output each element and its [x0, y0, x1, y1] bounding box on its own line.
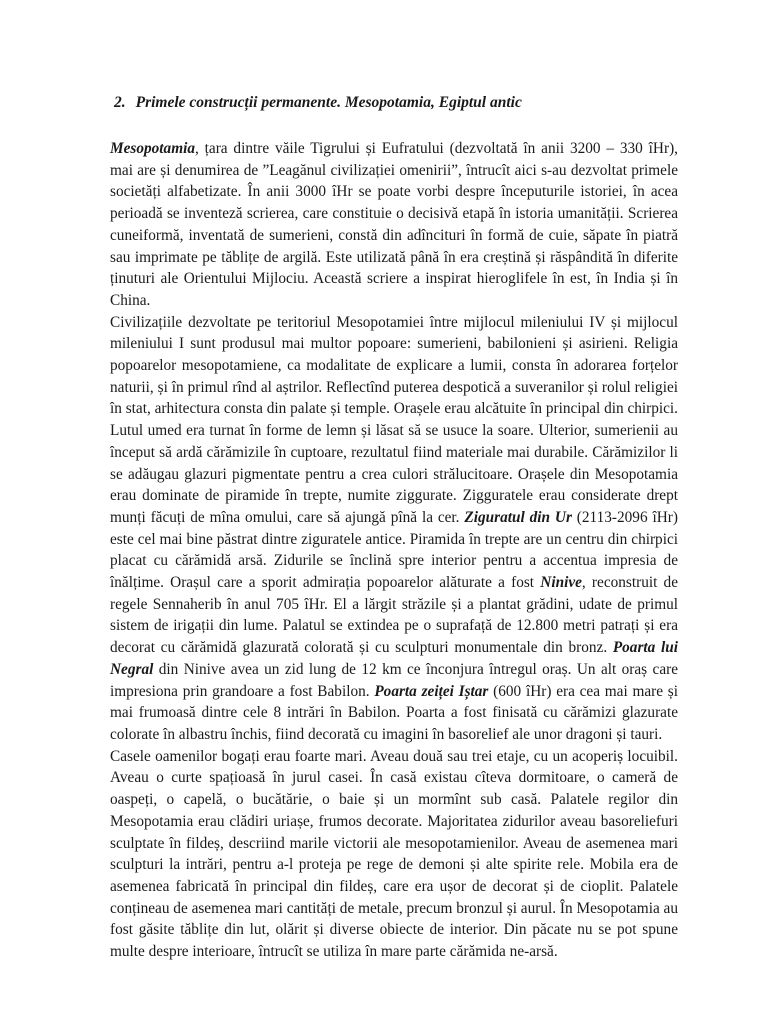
section-heading	[110, 93, 678, 113]
paragraph-text: , țara dintre văile Tigrului și Eufratului (dezvoltată în anii 3200 – 330 îHr), mai are și denumirea de ”Leagănul civilizației omenirii”, întrucît aici s-au dezvoltat primele societăți alfabetizate. În anii 3000 îHr se poate vorbi despre începuturile istoriei, în acea perioadă se inventeză scrierea, care constituie o decisivă etapă în istoria umanității. Scrierea cuneiformă, inventată de sumerieni, constă din adîncituri în formă de cuie, săpate în piatră sau imprimate pe tăblițe de argilă. Este utilizată până în era creștină și răspândită în diferite ținuturi ale Orientului Mijlociu. Această scriere a inspirat hieroglifele în est, în India și în China.	[110, 140, 678, 309]
paragraph	[110, 138, 678, 312]
body-text	[110, 138, 678, 963]
paragraph-text: (600 îHr) era cea mai mare și mai frumoasă dintre cele 8 intrări în Babilon. Poarta a fost finisată cu cărămizi glazurate colorate în albastru închis, fiind decorată cu imagini în basorelief ale unor dragoni și tauri.	[110, 682, 678, 743]
paragraph	[110, 312, 678, 746]
paragraph	[110, 746, 678, 963]
paragraph-text: din Ninive avea un zid lung de 12 km ce înconjura întregul oraș. Un alt oraș care impresiona prin grandoare a fost Babilon.	[110, 660, 678, 700]
paragraph-text: Civilizațiile dezvoltate pe teritoriul Mesopotamiei între mijlocul mileniului IV și mijlocul mileniului I sunt produsul mai multor popoare: sumerieni, babilonieni și asirieni. Religia popoarelor mesopotamiene, ca modalitate de explicare a lumii, consta în adorarea forțelor naturii, și în primul rînd al aștrilor. Reflectînd puterea despotică a suveranilor și rolul religiei în stat, arhitectura consta din palate și temple. Orașele erau alcătuite în principal din chirpici. Lutul umed era turnat în forme de lemn și lăsat să se usuce la soare. Ulterior, sumerienii au început să ardă cărămizile în cuptoare, rezultatul fiind materiale mai durabile. Cărămizilor li se adăugau glazuri pigmentate pentru a crea culori strălucitoare. Orașele din Mesopotamia erau dominate de piramide în trepte, numite ziggurate. Zigguratele erau considerate drept munți făcuți de mîna omului, care să ajungă pînă la cer.	[110, 313, 678, 526]
section-number: 2.	[114, 94, 126, 111]
paragraph-text: , reconstruit de regele Sennaherib în anul 705 îHr. El a lărgit străzile și a plantat grădini, udate de primul sistem de irigații din lume. Palatul se extindea pe o suprafață de 12.800 metri patrați și era decorat cu cărămidă glazurată colorată și cu sculpturi monumentale din bronz.	[110, 574, 678, 657]
emphasized-term: Ziguratul din Ur	[464, 508, 572, 526]
emphasized-term: Ninive	[540, 574, 582, 592]
section-title: Primele construcții permanente. Mesopotamia, Egiptul antic	[135, 94, 522, 111]
paragraph-text: (2113-2096 îHr) este cel mai bine păstrat dintre ziguratele antice. Piramida în trepte are un centru din chirpici placat cu cărămidă arsă. Zidurile se înclină spre interior pentru a accentua impresia de înălțime. Orașul care a sporit admirația popoarelor alăturate a fost	[110, 508, 678, 592]
emphasized-term: Mesopotamia	[110, 140, 195, 157]
emphasized-term: Poarta zeiței Iștar	[374, 682, 489, 700]
emphasized-term: Poarta lui Negral	[110, 639, 678, 678]
paragraph-text: Casele oamenilor bogați erau foarte mari. Aveau două sau trei etaje, cu un acoperiș locuibil. Aveau o curte spațioasă în jurul casei. În casă existau cîteva dormitoare, o cameră de oaspeți, o capelă, o bucătărie, o baie și un mormînt sub casă. Palatele regilor din Mesopotamia erau clădiri uriașe, frumos decorate. Majoritatea zidurilor aveau basoreliefuri sculptate în fildeș, descriind marile victorii ale mesopotamienilor. Aveau de asemenea mari sculpturi la intrări, pentru a-l proteja pe rege de demoni și alte spirite rele. Mobila era de asemenea fabricată în principal din fildeș, care era ușor de decorat și de cioplit. Palatele conțineau de asemenea mari cantități de metale, precum bronzul și aurul. În Mesopotamia au fost găsite tăblițe din lut, olărit și diverse obiecte de interior. Din păcate nu se pot spune multe despre interioare, întrucît se utiliza în mare parte cărămida ne-arsă.	[110, 747, 678, 961]
document-page	[110, 93, 678, 963]
